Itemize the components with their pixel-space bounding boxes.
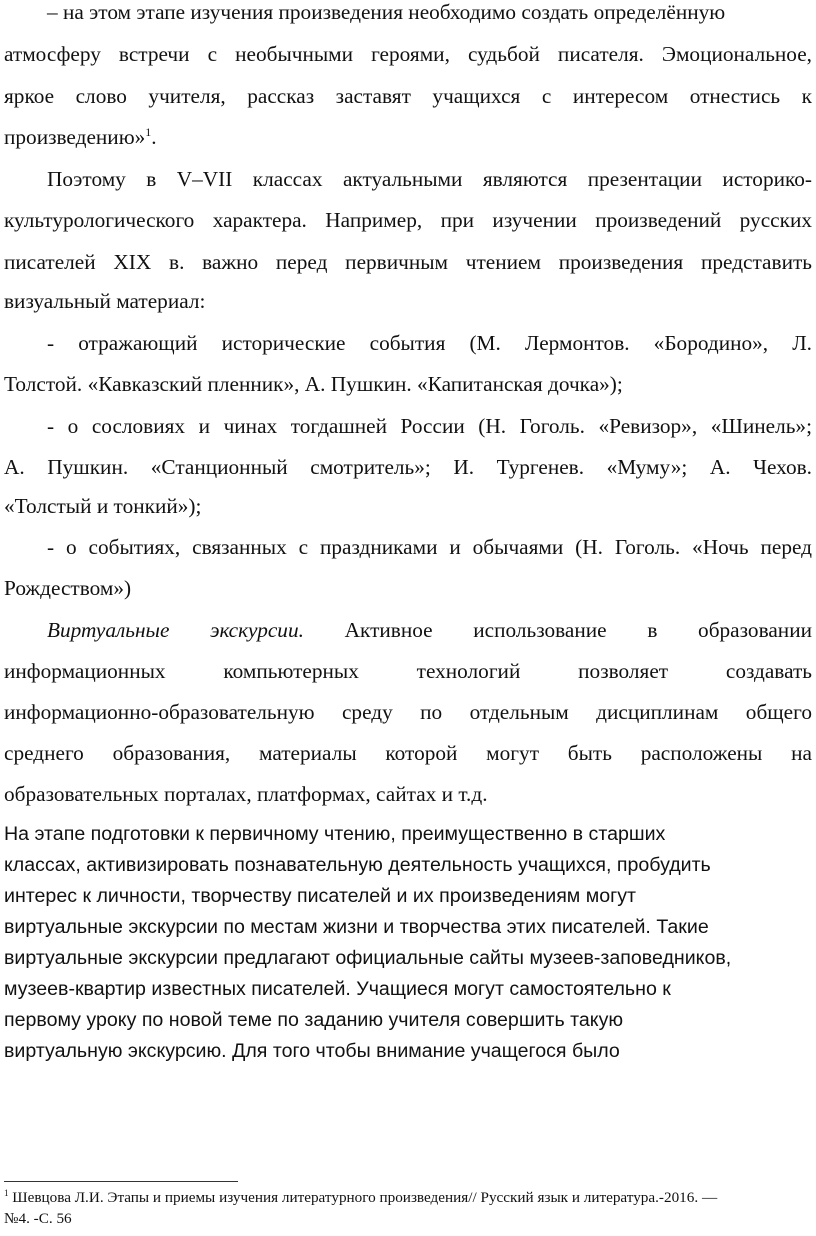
paragraph-2-line-3: писателей XIX в. важно перед первичным чтением произведения представить [4, 250, 812, 274]
list-item-2-line-3: «Толстый и тонкий»); [4, 494, 202, 518]
paragraph-3-line-5: образовательных порталах, платформах, сайтах и т.д. [4, 782, 488, 806]
paragraph-3-line-1-rest: Активное использование в образовании [344, 618, 812, 642]
paragraph-4-line-1: На этапе подготовки к первичному чтению, преимущественно в старших [4, 823, 666, 845]
list-item-1-line-2: Толстой. «Кавказский пленник», А. Пушкин. «Капитанская дочка»); [4, 372, 623, 396]
list-item-1-line-1: - отражающий исторические события (М. Лермонтов. «Бородино», Л. [47, 331, 812, 355]
list-item-2-line-1: - о сословиях и чинах тогдашней России (Н. Гоголь. «Ревизор», «Шинель»; [47, 414, 812, 438]
paragraph-4-line-7: первому уроку по новой теме по заданию учителя совершить такую [4, 1009, 624, 1031]
paragraph-4-line-3: интерес к личности, творчеству писателей и их произведениям могут [4, 885, 637, 907]
paragraph-4 [4, 819, 812, 1067]
paragraph-4-line-8: виртуальную экскурсию. Для того чтобы внимание учащегося было [4, 1040, 620, 1062]
paragraph-3-line-3: информационно-образовательную среду по отдельным дисциплинам общего [4, 700, 812, 724]
list-item-2-line-2: А. Пушкин. «Станционный смотритель»; И. Тургенев. «Муму»; А. Чехов. [4, 455, 812, 479]
paragraph-2-line-1: Поэтому в V–VII классах актуальными являются презентации историко- [47, 167, 812, 191]
paragraph-1-line-4 [4, 125, 157, 150]
paragraph-4-line-5: виртуальные экскурсии предлагают официальные сайты музеев-заповедников, [4, 947, 732, 969]
paragraph-1-end: . [151, 125, 157, 149]
paragraph-1-line-3: яркое слово учителя, рассказ заставят учащихся с интересом отнестись к [4, 84, 812, 108]
paragraph-3-line-2: информационных компьютерных технологий позволяет создавать [4, 659, 812, 683]
paragraph-2-line-2: культурологического характера. Например, при изучении произведений русских [4, 208, 812, 232]
paragraph-1-last-text: произведению» [4, 125, 146, 149]
paragraph-4-line-6: музеев-квартир известных писателей. Учащиеся могут самостоятельно к [4, 978, 671, 1000]
footnote-reference: 1 [145, 124, 152, 139]
footnote-line-2: №4. -С. 56 [4, 1210, 72, 1227]
paragraph-3-line-4: среднего образования, материалы которой могут быть расположены на [4, 741, 812, 765]
section-heading-virtual-tours: Виртуальные экскурсии. [47, 618, 304, 642]
paragraph-2-line-4: визуальный материал: [4, 289, 206, 313]
paragraph-1-line-1: – на этом этапе изучения произведения необходимо создать определённую [47, 0, 726, 24]
list-item-3-line-2: Рождеством») [4, 576, 132, 600]
paragraph-4-line-4: виртуальные экскурсии по местам жизни и творчества этих писателей. Такие [4, 916, 709, 938]
footnote-line-1 [4, 1189, 717, 1207]
footnote-text: Шевцова Л.И. Этапы и приемы изучения литературного произведения// Русский язык и литература.-2016. — [8, 1189, 718, 1206]
footnote-marker: 1 [4, 1187, 9, 1198]
list-item-3-line-1: - о событиях, связанных с праздниками и обычаями (Н. Гоголь. «Ночь перед [47, 535, 812, 559]
paragraph-3-line-1 [47, 618, 812, 643]
paragraph-1-line-2: атмосферу встречи с необычными героями, судьбой писателя. Эмоциональное, [4, 42, 812, 66]
footnote-separator [4, 1181, 238, 1182]
paragraph-4-line-2: классах, активизировать познавательную деятельность учащихся, пробудить [4, 854, 711, 876]
